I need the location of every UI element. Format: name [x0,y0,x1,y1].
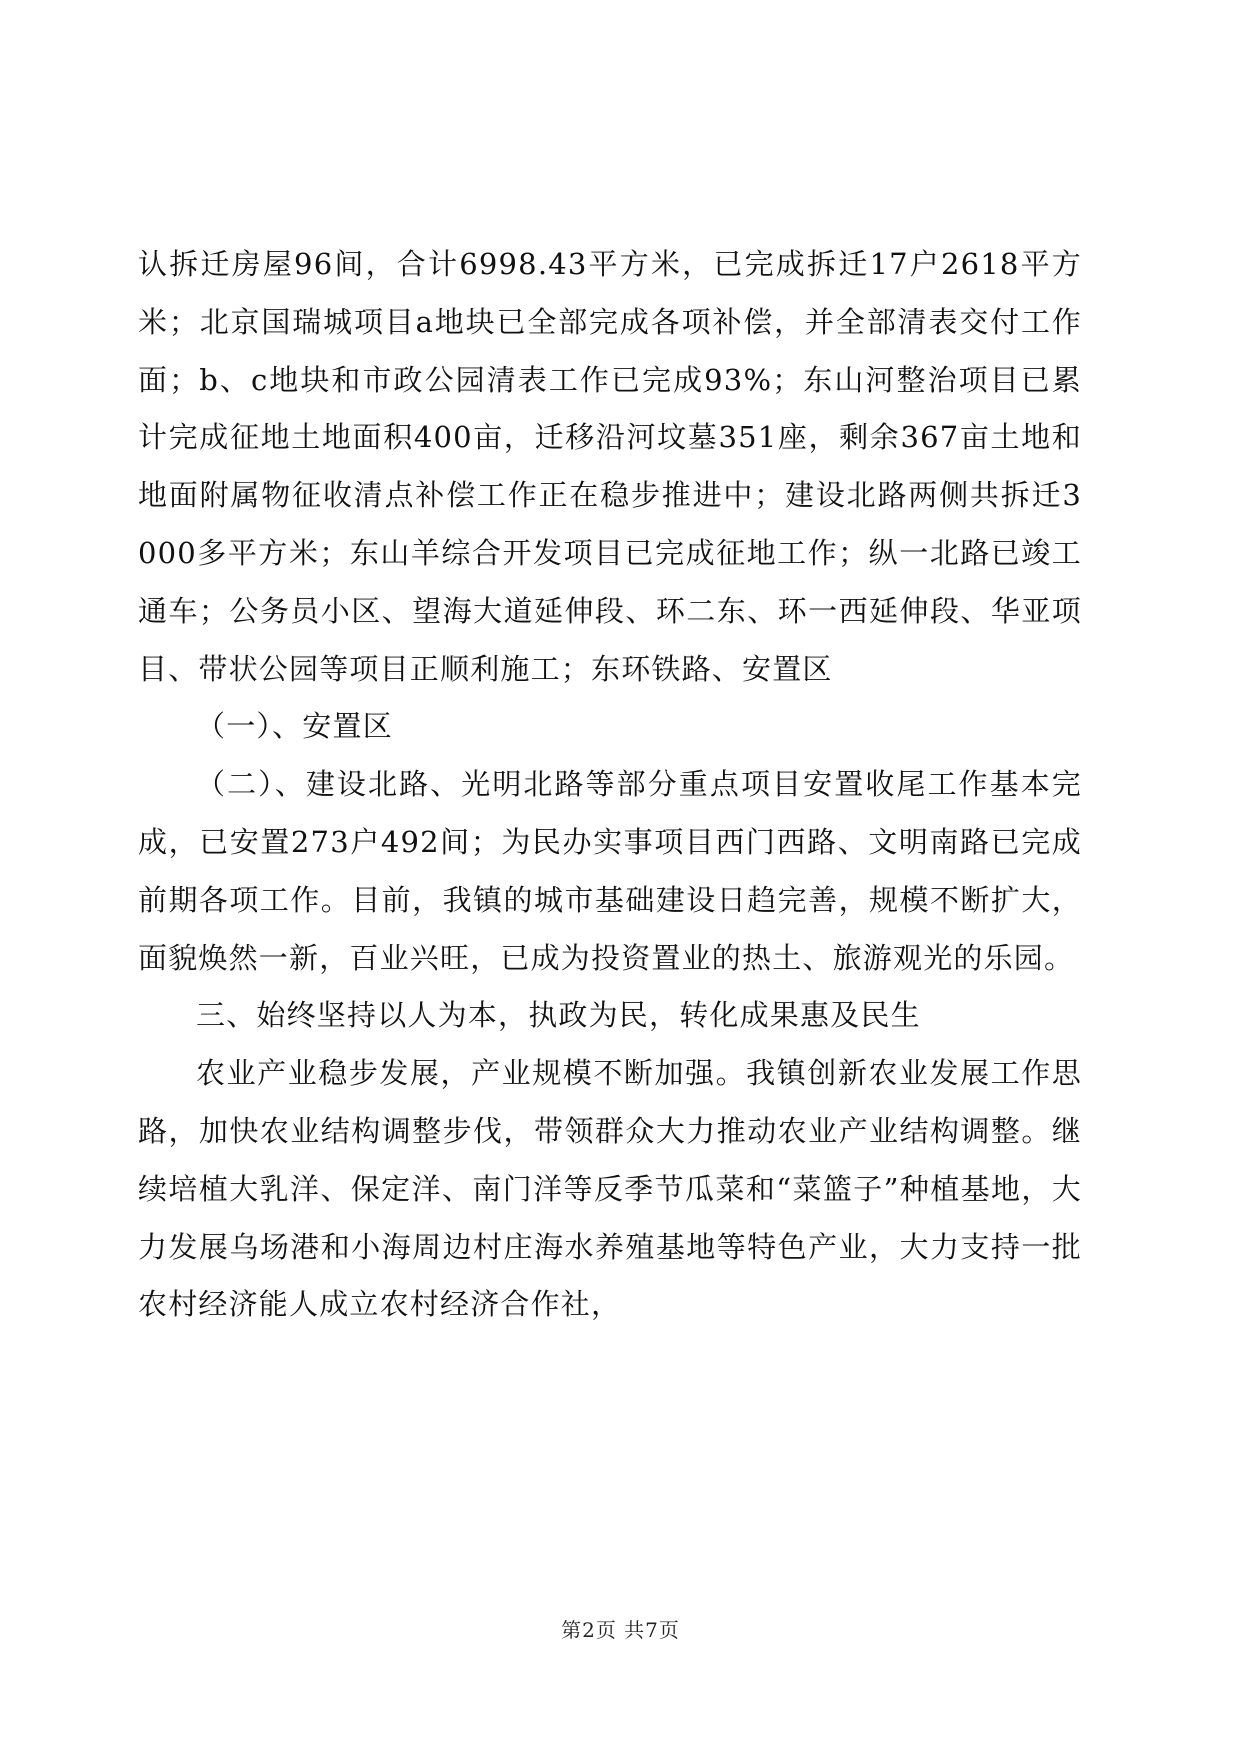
paragraph-demolition-progress: 认拆迁房屋96间，合计6998.43平方米，已完成拆迁17户2618平方米；北京国瑞城项目a地块已全部完成各项补偿，并全部清表交付工作面；b、c地块和市政公园清表工作已完成93%；东山河整治项目已累计完成征地土地面积400亩，迁移沿河坟墓351座，剩余367亩土地和地面附属物征收清点补偿工作正在稳步推进中；建设北路两侧共拆迁3000多平方米；东山羊综合开发项目已完成征地工作；纵一北路已竣工通车；公务员小区、望海大道延伸段、环二东、环一西延伸段、华亚项目、带状公园等项目正顺利施工；东环铁路、安置区 [138,247,1082,686]
paragraph-resettlement-2: （二）、建设北路、光明北路等部分重点项目安置收尾工作基本完成，已安置273户492间；为民办实事项目西门西路、文明南路已完成前期各项工作。目前，我镇的城市基础建设日趋完善，规模不断扩大，面貌焕然一新，百业兴旺，已成为投资置业的热土、旅游观光的乐园。 [138,767,1082,975]
paragraph-agriculture: 农业产业稳步发展，产业规模不断加强。我镇创新农业发展工作思路，加快农业结构调整步伐，带领群众大力推动农业产业结构调整。继续培植大乳洋、保定洋、南门洋等反季节瓜菜和“菜篮子”种植基地，大力发展乌场港和小海周边村庄海水养殖基地等特色产业，大力支持一批农村经济能人成立农村经济合作社， [138,1056,1082,1322]
section-heading-3: 三、始终坚持以人为本，执政为民，转化成果惠及民生 [196,998,921,1033]
document-body [138,236,1082,1334]
page-number-footer: 第2页 共7页 [561,1618,680,1642]
paragraph-heading-resettlement-1: （一）、安置区 [196,709,393,744]
